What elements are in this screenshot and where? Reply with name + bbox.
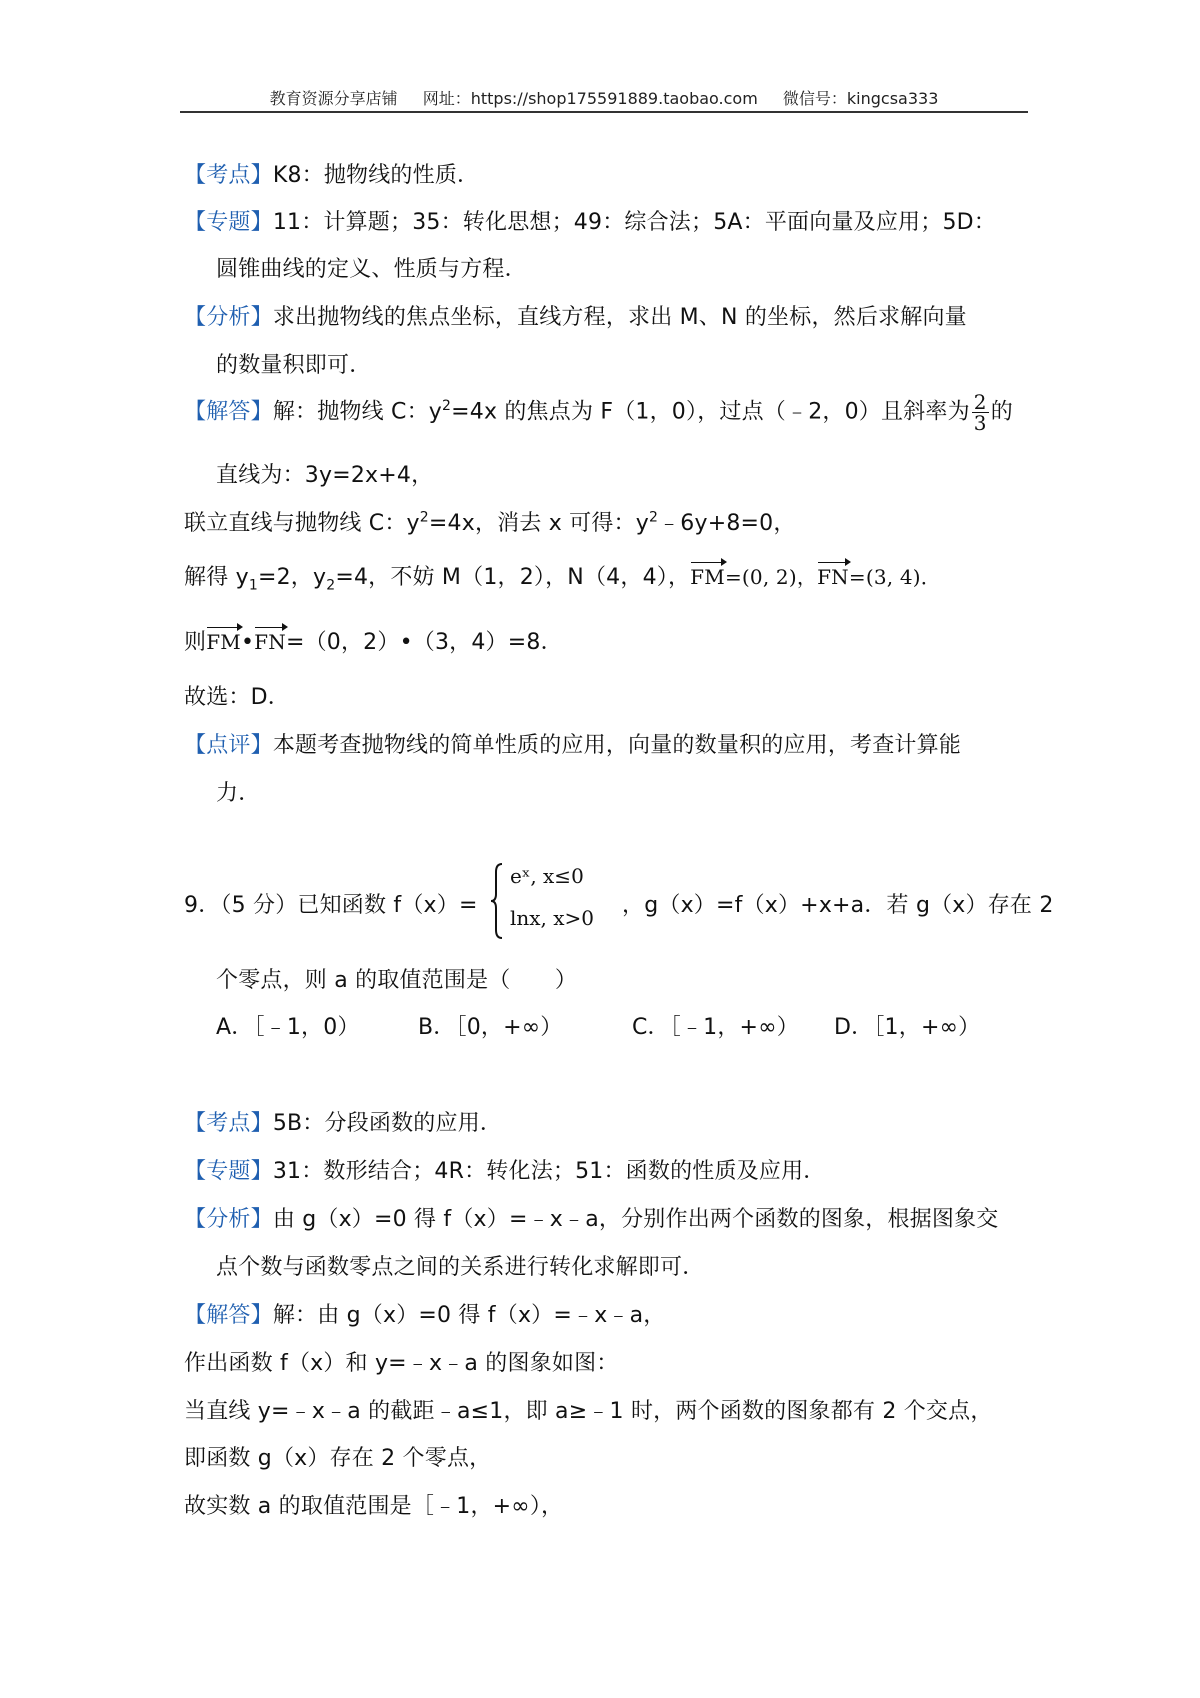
q8-dianping-text-2: 力．: [216, 781, 261, 806]
q9-option-a: A．［﹣1，0）: [216, 1015, 360, 1040]
q8-zhuanti-text-1: 11：计算题；35：转化思想；49：综合法；5A：平面向量及应用；5D：: [272, 210, 996, 235]
q9-jieda-line: [184, 1298, 666, 1329]
q9-kaodian-text: 5B：分段函数的应用．: [272, 1111, 503, 1136]
vector-fm: FM: [690, 565, 725, 589]
q9-stem-a: 9．（5 分）已知函数 f（x）=: [184, 893, 478, 918]
q8-lianli-line: [184, 506, 796, 537]
superscript-2: 2: [442, 398, 452, 415]
q8-jieda-text-c: 的: [990, 399, 1013, 425]
q8-lianli-b: =4x，消去 x 可得：y: [428, 511, 649, 536]
q9-fenxi-text-1: 由 g（x）=0 得 f（x）=﹣x﹣a，分别作出两个函数的图象，根据图象交: [272, 1207, 999, 1232]
subscript-1: 1: [248, 577, 258, 594]
q8-line-equation: 直线为：3y=2x+4，: [216, 463, 434, 488]
fraction-denominator: 3: [973, 411, 987, 435]
q9-kaodian-tag: 【考点】: [184, 1111, 273, 1136]
vector-fm-value: =(0, 2)，: [724, 565, 818, 589]
q8-lianli-a: 联立直线与抛物线 C：y: [184, 511, 420, 536]
q9-zhuanti-text: 31：数形结合；4R：转化法；51：函数的性质及应用．: [272, 1159, 826, 1184]
q9-jieda-text-1: 解：由 g（x）=0 得 f（x）=﹣x﹣a，: [272, 1303, 666, 1328]
q9-stem-c: 个零点，则 a 的取值范围是（ ）: [216, 968, 578, 993]
q8-dianping-line: [184, 728, 961, 759]
q9-option-c: C．［﹣1，+∞）: [632, 1015, 799, 1040]
left-brace-icon: [490, 862, 504, 940]
q8-zhuanti-text-2: 圆锥曲线的定义、性质与方程．: [216, 257, 527, 282]
fraction-numerator: 2: [973, 390, 987, 414]
vector-fn: FN: [817, 565, 849, 589]
q8-jieda-text-b: =4x 的焦点为 F（1，0），过点（﹣2，0）且斜率为: [451, 399, 970, 425]
q8-fenxi-text-1: 求出抛物线的焦点坐标，直线方程，求出 M、N 的坐标，然后求解向量: [272, 305, 967, 330]
q8-kaodian-text: K8：抛物线的性质．: [272, 163, 480, 188]
q8-dianping-text-1: 本题考查抛物线的简单性质的应用，向量的数量积的应用，考查计算能: [272, 733, 962, 758]
q9-jieda-text-2: 作出函数 f（x）和 y=﹣x﹣a 的图象如图：: [184, 1351, 619, 1376]
q8-dianping-tag: 【点评】: [184, 733, 273, 758]
header-divider: [180, 111, 1028, 113]
q9-zhuanti-tag: 【专题】: [184, 1159, 273, 1184]
q8-zhuanti-tag: 【专题】: [184, 210, 273, 235]
q8-lianli-c: ﹣6y+8=0，: [658, 511, 796, 536]
q9-fenxi-text-2: 点个数与函数零点之间的关系进行转化求解即可．: [216, 1255, 705, 1280]
slope-fraction: [972, 392, 989, 433]
q8-jieda-tag: 【解答】: [184, 399, 273, 425]
superscript-2: 2: [648, 509, 659, 526]
q8-ze-b: =（0，2）•（3，4）=8．: [285, 630, 563, 655]
vector-fn: FN: [254, 630, 286, 654]
q8-jieda-text-a: 解：抛物线 C：y: [272, 399, 442, 425]
dot-operator: •: [240, 630, 255, 655]
q9-stem-b: ，g（x）=f（x）+x+a．若 g（x）存在 2: [622, 893, 1054, 918]
header-wechat: 微信号：kingcsa333: [782, 89, 939, 108]
piecewise-case-2: lnx, x>0: [510, 906, 595, 930]
q8-ze-a: 则: [184, 630, 207, 655]
q8-jieda-line: [184, 392, 1013, 433]
q9-jieda-text-5: 故实数 a 的取值范围是［﹣1，+∞），: [184, 1494, 564, 1519]
q8-fenxi-line: [184, 300, 967, 331]
q9-zhuanti-line: [184, 1154, 826, 1185]
q8-jiede-c: =4，不妨 M（1，2），N（4，4），: [335, 565, 691, 590]
superscript-2: 2: [419, 509, 429, 526]
q9-jieda-text-3: 当直线 y=﹣x﹣a 的截距﹣a≤1，即 a≥﹣1 时，两个函数的图象都有 2 个交点，: [184, 1399, 993, 1424]
q8-fenxi-tag: 【分析】: [184, 305, 273, 330]
q9-jieda-tag: 【解答】: [184, 1303, 273, 1328]
q8-ze-line: [184, 625, 563, 656]
q9-fenxi-line: [184, 1202, 999, 1233]
q9-option-b: B．［0，+∞）: [418, 1015, 563, 1040]
vector-fm: FM: [206, 630, 241, 654]
q9-kaodian-line: [184, 1106, 502, 1137]
vector-fn-value: =(3, 4)．: [848, 565, 941, 589]
q8-jiede-b: =2，y: [257, 565, 327, 590]
subscript-2: 2: [326, 577, 336, 594]
q8-jiede-a: 解得 y: [184, 565, 249, 590]
piecewise-case-1: eˣ, x≤0: [510, 864, 584, 888]
q8-fenxi-text-2: 的数量积即可．: [216, 353, 372, 378]
q8-kaodian-tag: 【考点】: [184, 163, 273, 188]
page-header: [180, 86, 1028, 109]
header-url: 网址：https://shop175591889.taobao.com: [422, 89, 758, 108]
q8-kaodian-line: [184, 158, 479, 189]
q9-fenxi-tag: 【分析】: [184, 1207, 273, 1232]
header-shop: 教育资源分享店铺: [269, 89, 398, 108]
q8-answer: 故选：D．: [184, 685, 290, 710]
q8-zhuanti-line: [184, 205, 996, 236]
q9-jieda-text-4: 即函数 g（x）存在 2 个零点，: [184, 1446, 492, 1471]
q8-jiede-line: [184, 560, 941, 593]
q9-option-d: D．［1，+∞）: [834, 1015, 981, 1040]
piecewise-function: [490, 862, 620, 940]
